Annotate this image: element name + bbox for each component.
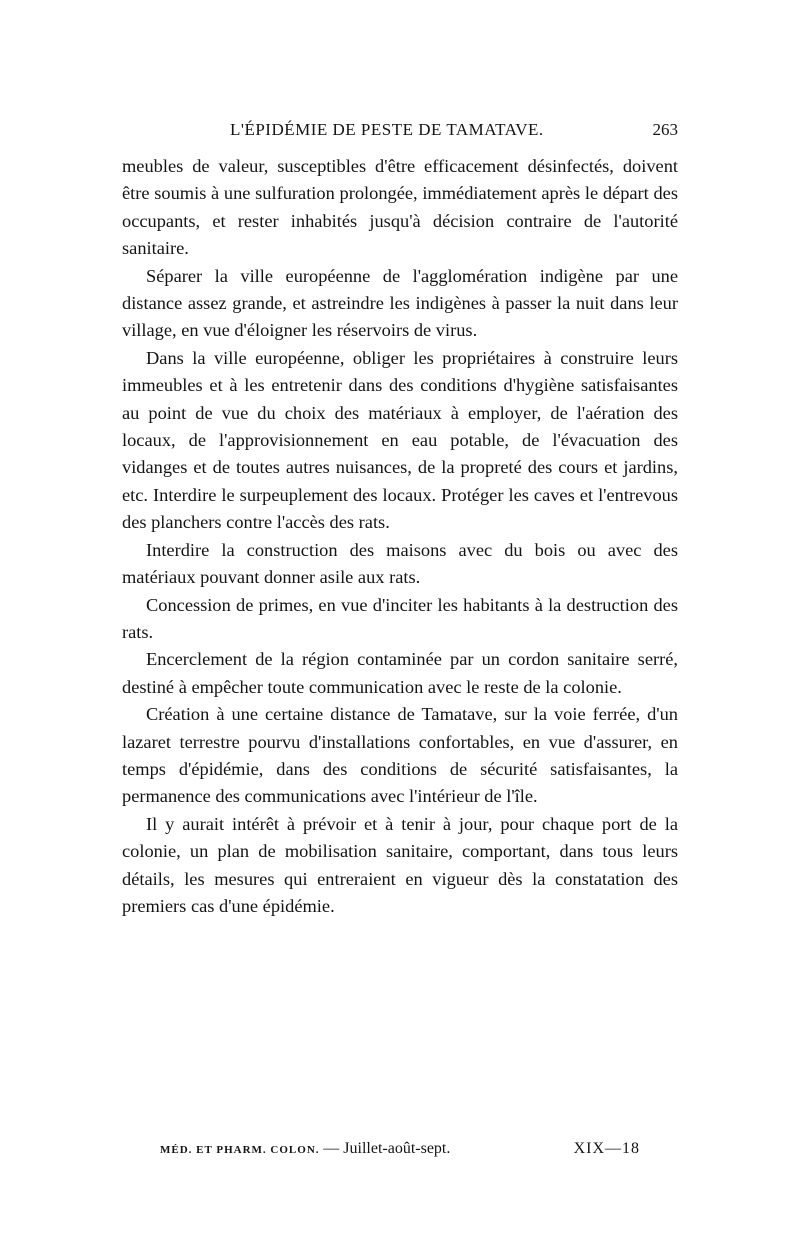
journal-abbreviation: MÉD. ET PHARM. COLON. bbox=[160, 1144, 320, 1156]
paragraph-lazaret: Création à une certaine distance de Tamatave, sur la voie ferrée, d'un lazaret terrestre pourvu d'installations confortables, en vue d'assurer, en temps d'épidémie, dans des conditions de sécurité satisfaisantes, la permanence des communications avec l'intérieur de l'île. bbox=[122, 704, 678, 807]
paragraph-mobilisation-plan: Il y aurait intérêt à prévoir et à tenir à jour, pour chaque port de la colonie, un plan de mobilisation sanitaire, comportant, dans tous leurs détails, les mesures qui entreraient en vigueur dès la constatation des premiers cas d'une épidémie. bbox=[122, 813, 678, 916]
page-footer bbox=[160, 1140, 640, 1164]
paragraph-bounties: Concession de primes, en vue d'inciter les habitants à la destruction des rats. bbox=[122, 594, 678, 642]
page-number: 263 bbox=[652, 120, 678, 139]
issue-date: — Juillet-août-sept. bbox=[323, 1140, 451, 1157]
running-title: L'ÉPIDÉMIE DE PESTE DE TAMATAVE. bbox=[230, 120, 544, 139]
paragraph-cordon: Encerclement de la région contaminée par un cordon sanitaire serré, destiné à empêcher toute communication avec le reste de la colonie. bbox=[122, 649, 678, 697]
paragraph-wood-ban: Interdire la construction des maisons avec du bois ou avec des matériaux pouvant donner asile aux rats. bbox=[122, 539, 678, 588]
body-text bbox=[122, 153, 678, 920]
running-header bbox=[122, 120, 678, 144]
paragraph-european-town: Dans la ville européenne, obliger les propriétaires à construire leurs immeubles et à les entretenir dans des conditions d'hygiène satisfaisantes au point de vue du choix des matériaux à employer, de l'aération des locaux, de l'approvisionnement en eau potable, de l'évacuation des vidanges et de toutes autres nuisances, de la propreté des cours et jardins, etc. Interdire le surpeuplement des locaux. Protéger les caves et l'entrevous des planchers contre l'accès des rats. bbox=[122, 347, 678, 533]
paragraph-separation: Séparer la ville européenne de l'agglomération indigène par une distance assez grande, et astreindre les indigènes à passer la nuit dans leur village, en vue d'éloigner les réservoirs de virus. bbox=[122, 265, 678, 341]
footer-journal bbox=[160, 1140, 450, 1158]
signature-mark: XIX—18 bbox=[573, 1140, 640, 1157]
paragraph-continuation: meubles de valeur, susceptibles d'être efficacement désinfectés, doivent être soumis à une sulfuration prolongée, immédiatement après le départ des occupants, et rester inhabités jusqu'à décision contraire de l'autorité sanitaire. bbox=[122, 156, 678, 259]
